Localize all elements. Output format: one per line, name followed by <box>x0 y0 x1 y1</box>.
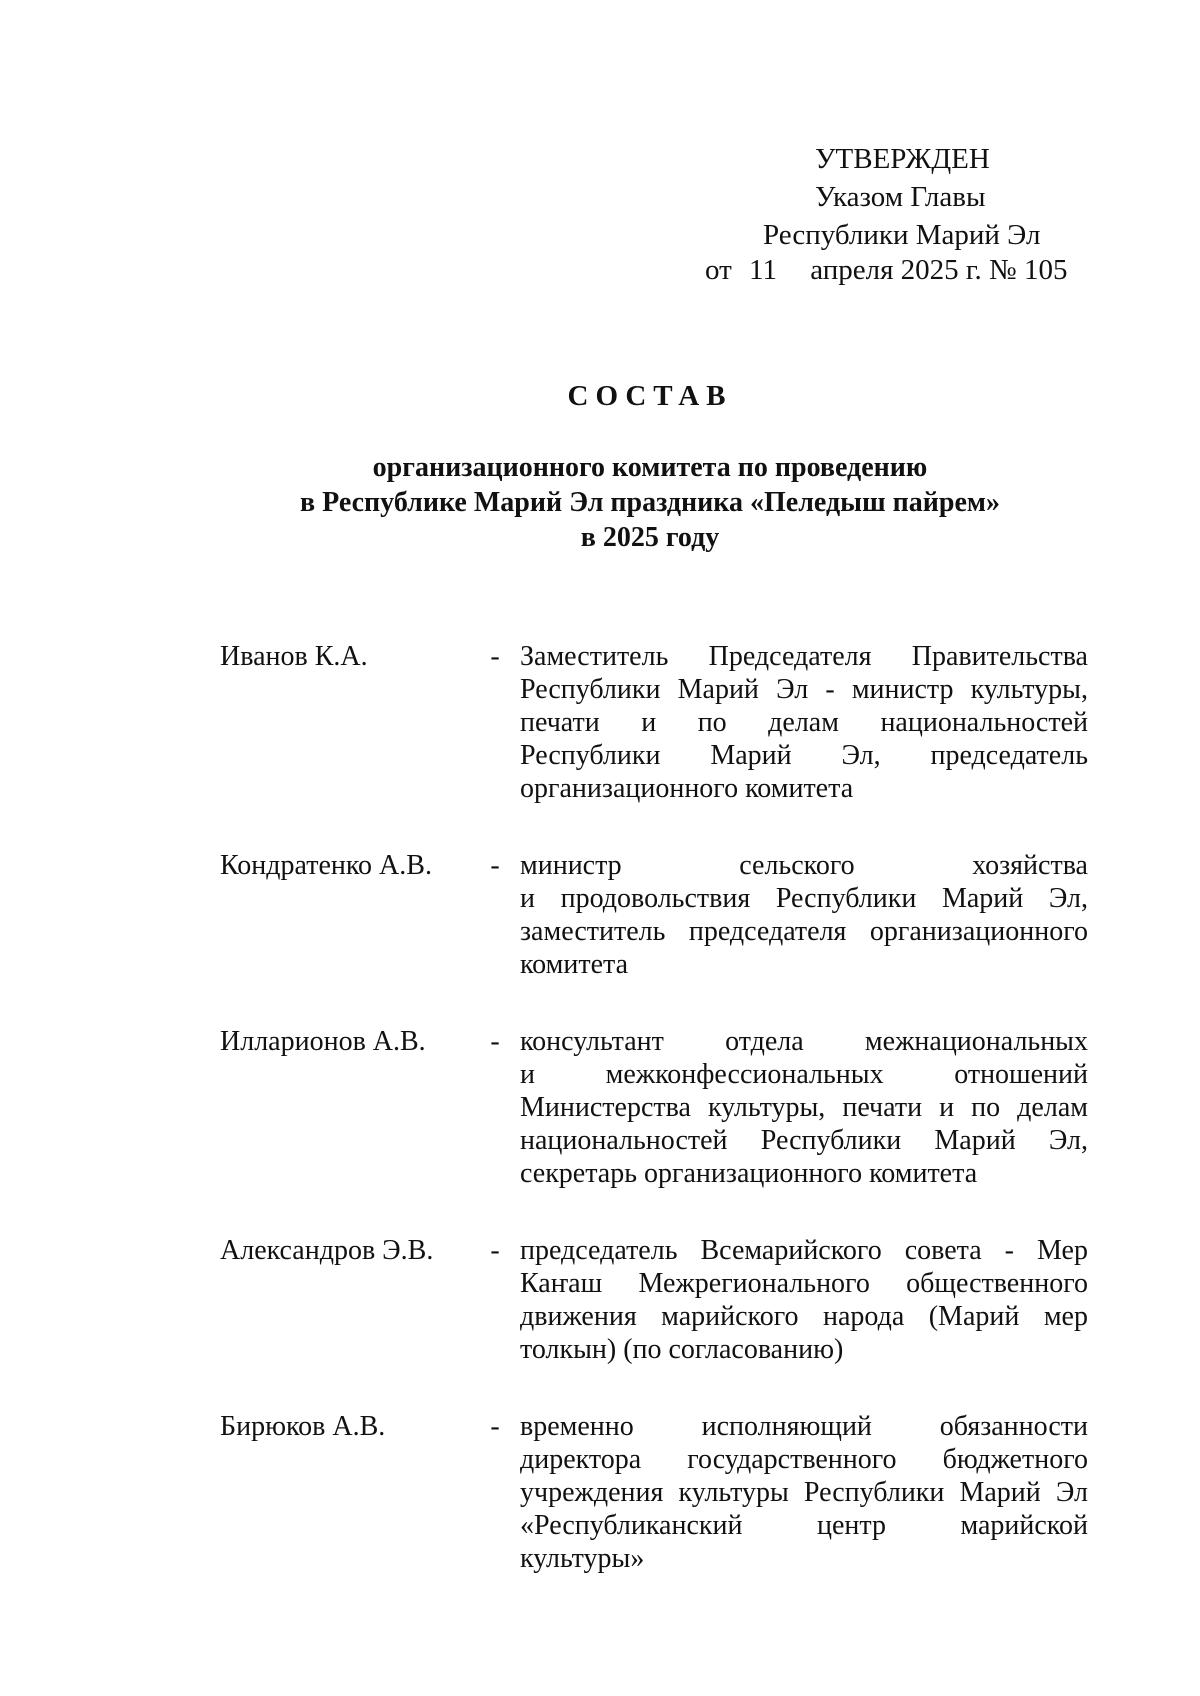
member-role-line: временно исполняющий обязанности <box>520 1411 1088 1442</box>
member-role-line: организационного комитета <box>520 773 854 804</box>
member-name: Илларионов А.В. <box>220 1026 426 1057</box>
member-role <box>520 849 1088 981</box>
member-role-line: движения марийского народа (Марий мер <box>520 1301 1088 1332</box>
subtitle-line: в 2025 году <box>580 522 720 553</box>
approval-date <box>705 254 1067 287</box>
members-list <box>220 640 1090 1619</box>
member-dash: - <box>490 1411 500 1442</box>
member-role-line: печати и по делам национальностей <box>520 707 1088 738</box>
approval-date-rest: апреля 2025 г. № 105 <box>810 254 1068 286</box>
member-role-line: заместитель председателя организационного <box>520 916 1088 947</box>
member-role-line: Министерства культуры, печати и по делам <box>520 1092 1088 1123</box>
member-row <box>220 1234 1090 1366</box>
member-role-line: толкын) (по согласованию) <box>520 1334 844 1365</box>
member-role-line: секретарь организационного комитета <box>520 1158 978 1189</box>
member-role <box>520 640 1088 805</box>
member-role-line: и межконфессиональных отношений <box>520 1059 1088 1090</box>
member-role-line: министр сельского хозяйства <box>520 850 1088 881</box>
approval-date-prefix: от <box>705 254 732 286</box>
member-name: Кондратенко А.В. <box>220 850 432 881</box>
member-dash: - <box>490 850 500 881</box>
member-role <box>520 1410 1088 1575</box>
member-role-line: учреждения культуры Республики Марий Эл <box>520 1477 1088 1508</box>
approval-republic: Республики Марий Эл <box>763 219 1041 251</box>
member-role <box>520 1025 1088 1190</box>
subtitle-line: организационного комитета по проведению <box>372 452 928 483</box>
document-title: СОСТАВ <box>567 380 733 412</box>
member-role-line: Республики Марий Эл, председатель <box>520 740 1088 771</box>
member-role-line: культуры» <box>520 1543 645 1574</box>
member-role-line: комитета <box>520 949 629 980</box>
approval-date-day: 11 <box>749 254 777 286</box>
document-subtitle <box>0 450 1200 555</box>
member-role-line: консультант отдела межнациональных <box>520 1026 1088 1057</box>
member-row <box>220 1410 1090 1575</box>
member-name: Иванов К.А. <box>220 641 368 672</box>
member-role-line: Каҥаш Межрегионального общественного <box>520 1268 1088 1299</box>
approval-decree: Указом Главы <box>815 181 986 213</box>
member-row <box>220 640 1090 805</box>
member-role-line: председатель Всемарийского совета - Мер <box>520 1235 1088 1266</box>
member-role-line: национальностей Республики Марий Эл, <box>520 1125 1088 1156</box>
member-dash: - <box>490 1026 500 1057</box>
approval-status: УТВЕРЖДЕН <box>815 143 990 175</box>
member-dash: - <box>490 1235 500 1266</box>
member-role-line: Заместитель Председателя Правительства <box>520 641 1088 672</box>
subtitle-line: в Республике Марий Эл праздника «Пеледыш пайрем» <box>300 487 1000 518</box>
member-row <box>220 1025 1090 1190</box>
member-name: Александров Э.В. <box>220 1235 434 1266</box>
member-row <box>220 849 1090 981</box>
member-role-line: директора государственного бюджетного <box>520 1444 1088 1475</box>
member-role <box>520 1234 1088 1366</box>
member-dash: - <box>490 641 500 672</box>
member-name: Бирюков А.В. <box>220 1411 386 1442</box>
member-role-line: «Республиканский центр марийской <box>520 1510 1088 1541</box>
member-role-line: Республики Марий Эл - министр культуры, <box>520 674 1088 705</box>
member-role-line: и продовольствия Республики Марий Эл, <box>520 883 1088 914</box>
